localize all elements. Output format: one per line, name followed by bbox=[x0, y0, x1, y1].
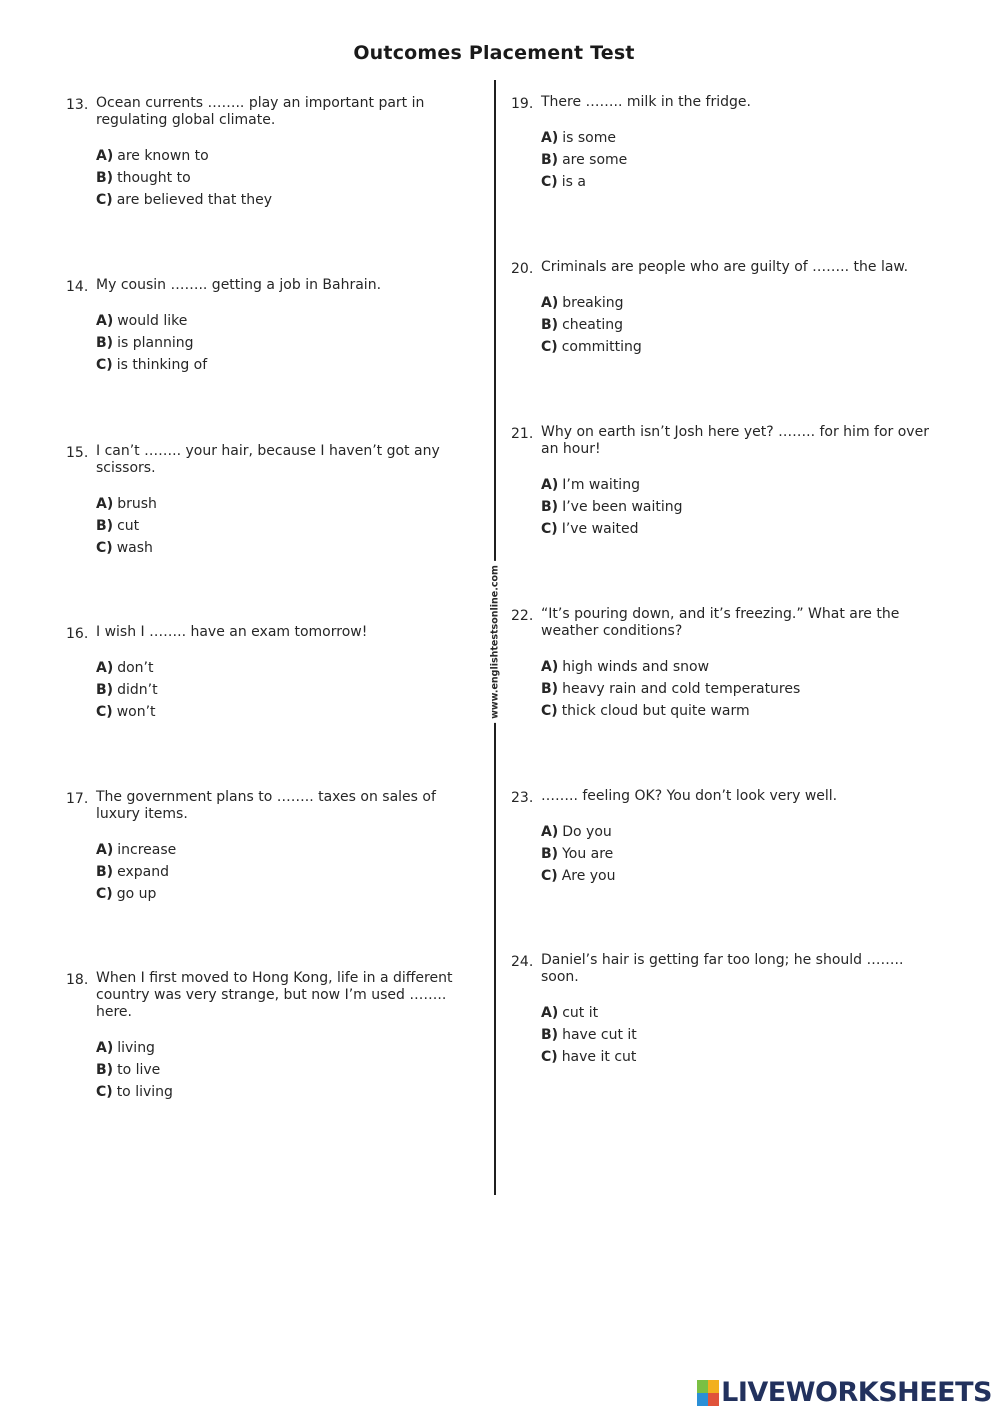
question-number: 19. bbox=[511, 96, 534, 112]
option-text: thick cloud but quite warm bbox=[561, 703, 750, 719]
option-text: is a bbox=[561, 174, 586, 190]
option-a[interactable] bbox=[96, 310, 466, 332]
option-text: cut it bbox=[562, 1005, 599, 1021]
option-letter: B) bbox=[541, 317, 559, 333]
option-c[interactable] bbox=[541, 700, 931, 722]
question-text: Why on earth isn’t Josh here yet? …….. for him for over an hour! bbox=[541, 424, 929, 457]
option-letter: A) bbox=[96, 313, 114, 329]
option-text: have it cut bbox=[561, 1049, 637, 1065]
option-text: would like bbox=[117, 313, 188, 329]
option-a[interactable] bbox=[541, 656, 931, 678]
option-b[interactable] bbox=[96, 332, 466, 354]
option-letter: C) bbox=[541, 1049, 558, 1065]
option-letter: A) bbox=[541, 295, 559, 311]
option-letter: B) bbox=[541, 499, 559, 515]
option-a[interactable] bbox=[96, 657, 466, 679]
option-b[interactable] bbox=[541, 843, 931, 865]
option-text: I’ve been waiting bbox=[562, 499, 683, 515]
answer-options bbox=[541, 474, 931, 540]
question-22 bbox=[511, 606, 931, 722]
option-letter: B) bbox=[541, 152, 559, 168]
option-a[interactable] bbox=[96, 493, 466, 515]
question-23 bbox=[511, 788, 931, 887]
answer-options bbox=[96, 657, 466, 723]
option-letter: B) bbox=[96, 1062, 114, 1078]
option-text: increase bbox=[117, 842, 177, 858]
question-number: 17. bbox=[66, 791, 89, 807]
question-number: 22. bbox=[511, 608, 534, 624]
answer-options bbox=[96, 839, 466, 905]
option-a[interactable] bbox=[96, 1037, 466, 1059]
option-letter: C) bbox=[541, 521, 558, 537]
option-letter: C) bbox=[541, 868, 558, 884]
option-text: Are you bbox=[561, 868, 616, 884]
option-letter: B) bbox=[541, 846, 559, 862]
option-letter: C) bbox=[541, 174, 558, 190]
option-letter: A) bbox=[541, 824, 559, 840]
option-c[interactable] bbox=[541, 1046, 931, 1068]
option-text: didn’t bbox=[117, 682, 158, 698]
option-text: committing bbox=[561, 339, 642, 355]
option-b[interactable] bbox=[96, 1059, 466, 1081]
answer-options bbox=[541, 1002, 931, 1068]
option-letter: B) bbox=[96, 864, 114, 880]
option-a[interactable] bbox=[96, 145, 466, 167]
option-text: to living bbox=[116, 1084, 173, 1100]
option-c[interactable] bbox=[96, 354, 466, 376]
option-letter: A) bbox=[541, 130, 559, 146]
option-letter: C) bbox=[96, 192, 113, 208]
question-text: There …….. milk in the fridge. bbox=[541, 94, 751, 110]
question-number: 13. bbox=[66, 97, 89, 113]
answer-options bbox=[96, 145, 466, 211]
question-20 bbox=[511, 259, 931, 358]
question-16 bbox=[66, 624, 466, 723]
option-letter: C) bbox=[96, 1084, 113, 1100]
option-text: heavy rain and cold temperatures bbox=[562, 681, 801, 697]
liveworksheets-logo bbox=[697, 1377, 992, 1408]
question-15 bbox=[66, 443, 466, 559]
option-letter: C) bbox=[541, 703, 558, 719]
answer-options bbox=[541, 292, 931, 358]
question-text: I can’t …….. your hair, because I haven’t got any scissors. bbox=[96, 443, 440, 476]
option-letter: B) bbox=[96, 518, 114, 534]
question-text: “It’s pouring down, and it’s freezing.” What are the weather conditions? bbox=[541, 606, 900, 639]
option-text: are believed that they bbox=[116, 192, 273, 208]
option-text: living bbox=[117, 1040, 155, 1056]
question-number: 14. bbox=[66, 279, 89, 295]
option-text: I’ve waited bbox=[561, 521, 639, 537]
option-letter: A) bbox=[96, 842, 114, 858]
answer-options bbox=[541, 656, 931, 722]
logo-icon bbox=[697, 1380, 719, 1406]
option-letter: B) bbox=[96, 170, 114, 186]
question-text: …….. feeling OK? You don’t look very well. bbox=[541, 788, 838, 804]
option-c[interactable] bbox=[541, 336, 931, 358]
option-c[interactable] bbox=[96, 883, 466, 905]
option-text: is some bbox=[562, 130, 616, 146]
question-text: Daniel’s hair is getting far too long; he should …….. soon. bbox=[541, 952, 904, 985]
question-number: 15. bbox=[66, 445, 89, 461]
question-21 bbox=[511, 424, 931, 540]
question-text: My cousin …….. getting a job in Bahrain. bbox=[96, 277, 382, 293]
option-text: brush bbox=[117, 496, 157, 512]
option-letter: A) bbox=[96, 496, 114, 512]
question-number: 24. bbox=[511, 954, 534, 970]
option-text: Do you bbox=[562, 824, 612, 840]
watermark-url: www.englishtestsonline.com bbox=[490, 561, 501, 723]
option-c[interactable] bbox=[96, 701, 466, 723]
option-a[interactable] bbox=[541, 821, 931, 843]
option-text: expand bbox=[117, 864, 169, 880]
option-letter: A) bbox=[541, 659, 559, 675]
option-text: don’t bbox=[117, 660, 154, 676]
option-c[interactable] bbox=[541, 171, 931, 193]
option-text: You are bbox=[562, 846, 614, 862]
option-text: have cut it bbox=[562, 1027, 637, 1043]
question-number: 18. bbox=[66, 972, 89, 988]
logo-text: LIVEWORKSHEETS bbox=[721, 1377, 992, 1408]
option-letter: A) bbox=[541, 1005, 559, 1021]
answer-options bbox=[541, 127, 931, 193]
option-a[interactable] bbox=[541, 127, 931, 149]
question-19 bbox=[511, 94, 931, 193]
option-text: thought to bbox=[117, 170, 191, 186]
option-text: cheating bbox=[562, 317, 623, 333]
question-17 bbox=[66, 789, 466, 905]
option-letter: A) bbox=[96, 1040, 114, 1056]
option-text: is planning bbox=[117, 335, 194, 351]
option-b[interactable] bbox=[96, 861, 466, 883]
question-number: 20. bbox=[511, 261, 534, 277]
page-title: Outcomes Placement Test bbox=[353, 42, 635, 64]
option-b[interactable] bbox=[541, 496, 931, 518]
answer-options bbox=[541, 821, 931, 887]
option-letter: A) bbox=[96, 148, 114, 164]
option-text: I’m waiting bbox=[562, 477, 640, 493]
question-text: I wish I …….. have an exam tomorrow! bbox=[96, 624, 368, 640]
option-text: breaking bbox=[562, 295, 624, 311]
option-letter: B) bbox=[541, 681, 559, 697]
option-letter: C) bbox=[96, 540, 113, 556]
option-text: cut bbox=[117, 518, 140, 534]
option-c[interactable] bbox=[96, 537, 466, 559]
option-text: high winds and snow bbox=[562, 659, 710, 675]
option-b[interactable] bbox=[96, 515, 466, 537]
option-b[interactable] bbox=[96, 167, 466, 189]
question-text: Criminals are people who are guilty of …….. the law. bbox=[541, 259, 909, 275]
question-text: The government plans to …….. taxes on sales of luxury items. bbox=[96, 789, 436, 822]
question-13 bbox=[66, 95, 466, 211]
option-letter: C) bbox=[96, 357, 113, 373]
question-number: 23. bbox=[511, 790, 534, 806]
question-text: When I first moved to Hong Kong, life in a different country was very strange, but now I’m used …….. here. bbox=[96, 970, 453, 1020]
option-letter: C) bbox=[96, 886, 113, 902]
option-c[interactable] bbox=[96, 189, 466, 211]
option-c[interactable] bbox=[541, 518, 931, 540]
option-b[interactable] bbox=[541, 314, 931, 336]
option-text: wash bbox=[116, 540, 153, 556]
question-24 bbox=[511, 952, 931, 1068]
option-a[interactable] bbox=[541, 1002, 931, 1024]
option-letter: B) bbox=[96, 335, 114, 351]
answer-options bbox=[96, 493, 466, 559]
option-a[interactable] bbox=[541, 292, 931, 314]
question-text: Ocean currents …….. play an important part in regulating global climate. bbox=[96, 95, 425, 128]
option-b[interactable] bbox=[541, 1024, 931, 1046]
question-number: 16. bbox=[66, 626, 89, 642]
option-letter: A) bbox=[96, 660, 114, 676]
option-b[interactable] bbox=[96, 679, 466, 701]
option-text: go up bbox=[116, 886, 157, 902]
answer-options bbox=[96, 1037, 466, 1103]
option-letter: B) bbox=[96, 682, 114, 698]
option-text: is thinking of bbox=[116, 357, 208, 373]
option-text: won’t bbox=[116, 704, 156, 720]
option-letter: C) bbox=[96, 704, 113, 720]
question-14 bbox=[66, 277, 466, 376]
option-text: are known to bbox=[117, 148, 209, 164]
option-b[interactable] bbox=[541, 678, 931, 700]
option-text: to live bbox=[117, 1062, 161, 1078]
option-a[interactable] bbox=[96, 839, 466, 861]
option-c[interactable] bbox=[541, 865, 931, 887]
option-letter: C) bbox=[541, 339, 558, 355]
option-c[interactable] bbox=[96, 1081, 466, 1103]
option-text: are some bbox=[562, 152, 628, 168]
option-letter: B) bbox=[541, 1027, 559, 1043]
question-18 bbox=[66, 970, 466, 1103]
question-number: 21. bbox=[511, 426, 534, 442]
option-b[interactable] bbox=[541, 149, 931, 171]
answer-options bbox=[96, 310, 466, 376]
option-a[interactable] bbox=[541, 474, 931, 496]
option-letter: A) bbox=[541, 477, 559, 493]
